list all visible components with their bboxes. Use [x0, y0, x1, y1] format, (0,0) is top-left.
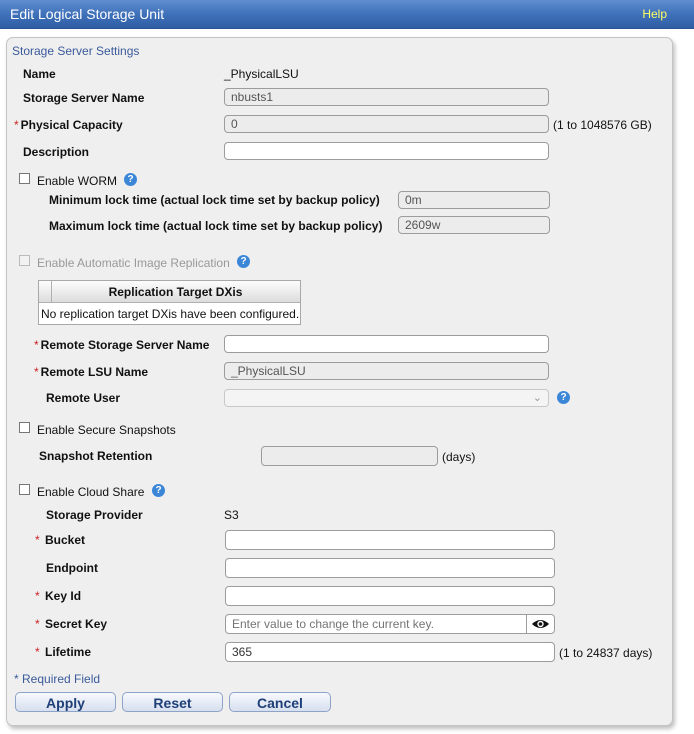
apply-button[interactable]: Apply	[15, 692, 116, 712]
remote-user-label: Remote User	[46, 391, 121, 405]
storage-provider-value: S3	[224, 508, 239, 522]
window-title: Edit Logical Storage Unit	[10, 6, 165, 22]
remote-lsu-label: * Remote LSU Name	[34, 365, 149, 379]
max-lock-label: Maximum lock time (actual lock time set by backup policy)	[49, 219, 383, 233]
enable-worm-checkbox[interactable]	[19, 173, 30, 184]
reveal-key-button[interactable]	[526, 614, 555, 634]
key-id-input[interactable]	[225, 586, 555, 606]
enable-worm-label: Enable WORM	[37, 174, 118, 188]
physical-capacity-input[interactable]	[224, 115, 549, 133]
min-lock-input[interactable]	[398, 191, 550, 209]
eye-icon	[527, 615, 554, 633]
remote-server-input[interactable]	[224, 335, 549, 353]
remote-server-label: * Remote Storage Server Name	[34, 338, 210, 352]
remote-user-select[interactable]	[224, 389, 549, 407]
help-link[interactable]: Help	[642, 7, 667, 21]
lifetime-hint: (1 to 24837 days)	[559, 646, 653, 660]
question-circle-icon[interactable]: ?	[124, 173, 137, 186]
secret-key-input[interactable]	[225, 614, 527, 634]
storage-provider-label: Storage Provider	[46, 508, 143, 522]
required-mark: *	[14, 118, 19, 132]
lifetime-input[interactable]	[225, 642, 555, 662]
endpoint-input[interactable]	[225, 558, 555, 578]
secret-key-label: * Secret Key	[35, 617, 108, 631]
enable-snapshots-checkbox[interactable]	[19, 422, 30, 433]
physical-capacity-label: * Physical Capacity	[14, 118, 123, 132]
question-circle-icon[interactable]: ?	[237, 255, 250, 268]
key-id-label: * Key Id	[35, 589, 82, 603]
name-label: Name	[23, 67, 56, 81]
table-empty-message: No replication target DXis have been configured.	[41, 307, 300, 321]
table-header	[39, 281, 300, 303]
replication-target-table	[38, 280, 301, 325]
chevron-down-icon: ⌄	[532, 392, 542, 404]
name-value: _PhysicalLSU	[224, 67, 299, 81]
bucket-input[interactable]	[225, 530, 555, 550]
remote-lsu-input[interactable]	[224, 362, 549, 380]
storage-server-name-input[interactable]	[224, 88, 549, 106]
endpoint-label: Endpoint	[46, 561, 98, 575]
description-input[interactable]	[224, 142, 549, 160]
physical-capacity-hint: (1 to 1048576 GB)	[553, 118, 652, 132]
section-title: Storage Server Settings	[12, 44, 140, 58]
required-field-note: * Required Field	[14, 672, 101, 686]
storage-server-name-label: Storage Server Name	[23, 91, 145, 105]
snapshot-retention-input[interactable]	[261, 446, 438, 466]
replication-target-header: Replication Target DXis	[108, 285, 243, 299]
enable-cloud-share-checkbox[interactable]	[19, 484, 30, 495]
max-lock-input[interactable]	[398, 216, 550, 234]
bucket-label: * Bucket	[35, 533, 86, 547]
cancel-button[interactable]: Cancel	[229, 692, 331, 712]
reset-button[interactable]: Reset	[122, 692, 223, 712]
enable-replication-checkbox[interactable]	[19, 255, 30, 266]
title-bar	[0, 0, 694, 29]
description-label: Description	[23, 145, 90, 159]
min-lock-label: Minimum lock time (actual lock time set by backup policy)	[49, 193, 380, 207]
lifetime-label: * Lifetime	[35, 645, 92, 659]
enable-snapshots-label: Enable Secure Snapshots	[37, 423, 176, 437]
snapshot-retention-unit: (days)	[442, 450, 476, 464]
enable-cloud-share-label: Enable Cloud Share	[37, 485, 145, 499]
snapshot-retention-label: Snapshot Retention	[39, 449, 153, 463]
question-circle-icon[interactable]: ?	[557, 391, 570, 404]
enable-replication-label: Enable Automatic Image Replication	[37, 256, 230, 270]
question-circle-icon[interactable]: ?	[152, 484, 165, 497]
